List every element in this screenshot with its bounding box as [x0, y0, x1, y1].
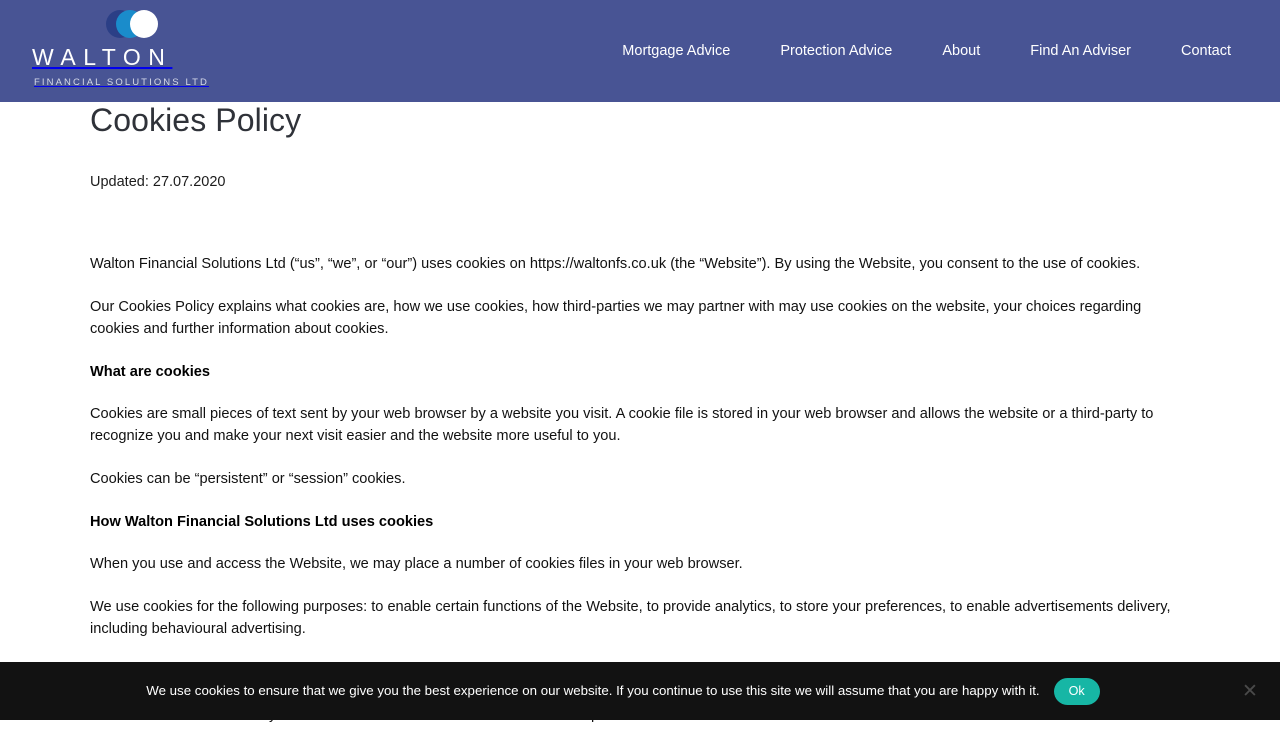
policy-section-heading: What are cookies [90, 364, 211, 380]
brand-name: WALTON [32, 44, 173, 70]
main-navigation [597, 41, 1256, 61]
policy-section-heading: How Walton Financial Solutions Ltd uses cookies [90, 514, 434, 530]
brand-logo[interactable] [28, 4, 248, 100]
policy-paragraph: We use cookies for the following purposes: to enable certain functions of the Website, to provide analytics, to store your preferences, to enable advertisements delivery, including behavioural advertising. [90, 599, 1171, 637]
last-updated-text: Updated: 27.07.2020 [90, 174, 226, 190]
policy-paragraph: Cookies can be “persistent” or “session” cookies. [90, 471, 406, 487]
page-title: Cookies Policy [90, 102, 302, 138]
nav-item-protection-advice[interactable]: Protection Advice [780, 43, 893, 59]
brand-tagline: FINANCIAL SOLUTIONS LTD [34, 77, 209, 88]
close-icon[interactable]: ✕ [1242, 680, 1258, 702]
nav-item-contact[interactable]: Contact [1181, 43, 1231, 59]
policy-paragraph: Walton Financial Solutions Ltd (“us”, “we”, or “our”) uses cookies on https://waltonfs.co.uk (the “Website”). By using the Website, you consent to the use of cookies. [90, 256, 1141, 272]
site-header [0, 0, 1280, 102]
cookie-consent-banner [0, 662, 1280, 720]
policy-paragraph: Cookies are small pieces of text sent by your web browser by a website you visit. A cookie file is stored in your web browser and allows the website or a third-party to recognize you and make your next visit easier and the website more useful to you. [90, 406, 1154, 444]
nav-item-find-an-adviser[interactable]: Find An Adviser [1030, 43, 1132, 59]
policy-paragraph: Our Cookies Policy explains what cookies are, how we use cookies, how third-parties we may partner with may use cookies on the website, your choices regarding cookies and further information about cookies. [90, 299, 1142, 337]
logo-circles-icon [80, 4, 240, 44]
nav-item-mortgage-advice[interactable]: Mortgage Advice [622, 43, 731, 59]
nav-item-about[interactable]: About [942, 43, 981, 59]
cookie-consent-message: We use cookies to ensure that we give you the best experience on our website. If you continue to use this site we will assume that you are happy with it. [146, 683, 1040, 698]
cookie-accept-button[interactable]: Ok [1054, 678, 1100, 705]
logo-circle-light-icon [130, 10, 158, 38]
policy-paragraph: When you use and access the Website, we may place a number of cookies files in your web browser. [90, 556, 743, 572]
cookie-banner-inner [146, 678, 1099, 705]
